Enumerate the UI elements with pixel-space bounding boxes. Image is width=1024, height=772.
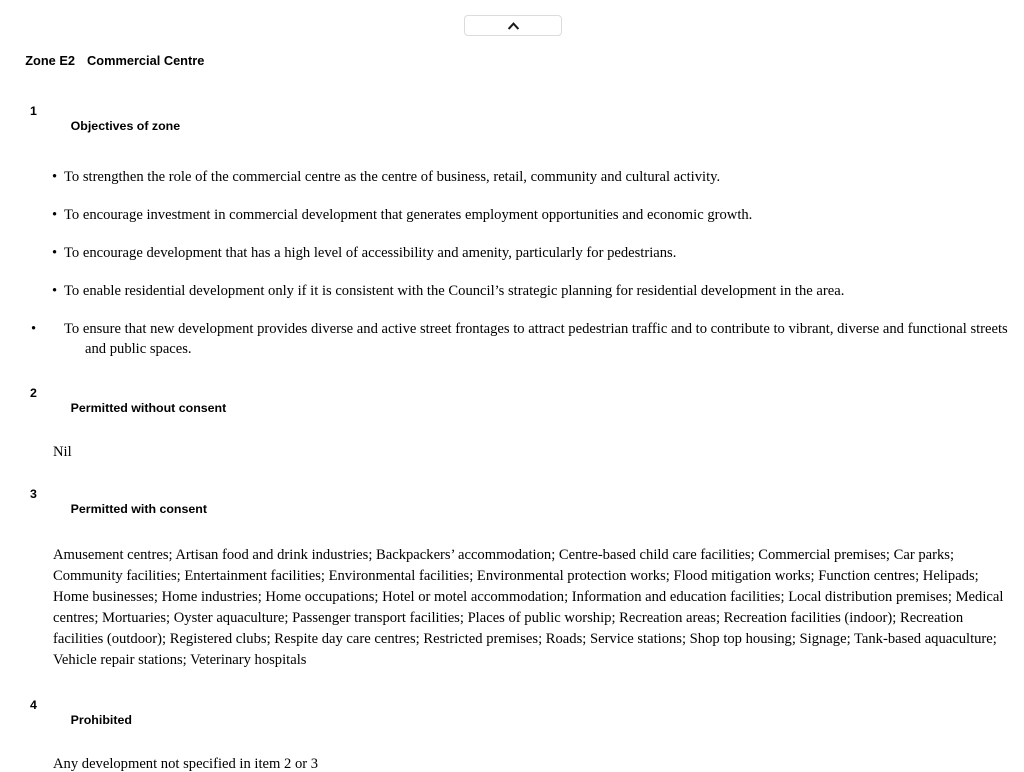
- objective-text: To encourage investment in commercial development that generates employment opportunities and economic growth.: [64, 206, 753, 223]
- list-item: [0, 281, 1024, 301]
- section-number: 3: [30, 486, 37, 501]
- section-label: Permitted without consent: [70, 401, 227, 416]
- chevron-up-icon: [507, 21, 520, 30]
- section-heading: [0, 104, 1024, 149]
- toolbar: [0, 0, 1024, 36]
- section-text: Amusement centres; Artisan food and drink industries; Backpackers’ accommodation; Centre-based child care facilities; Commercial premises; Car parks; Community facilities; Entertainment facilities; Environmental facilities; Environmental protection works; Flood mitigation works; Function centres; Helipads; Home businesses; Home industries; Home occupations; Hotel or motel accommodation; Information and education facilities; Local distribution premises; Medical centres; Mortuaries; Oyster aquaculture; Passenger transport facilities; Places of public worship; Recreation areas; Recreation facilities (indoor); Recreation facilities (outdoor); Registered clubs; Respite day care centres; Restricted premises; Roads; Service stations; Shop top housing; Signage; Tank-based aquaculture; Vehicle repair stations; Veterinary hospitals: [53, 547, 1004, 669]
- section-number: 1: [30, 104, 37, 119]
- section-permitted-without-consent: [0, 386, 1024, 459]
- zone-code: Zone E2: [25, 53, 76, 69]
- section-heading: [0, 487, 1024, 532]
- section-text: Any development not specified in item 2 or 3: [53, 755, 319, 772]
- section-number: 4: [30, 698, 37, 713]
- section-heading: [0, 698, 1024, 743]
- bullet-marker: •: [52, 244, 58, 261]
- list-item: [0, 167, 1024, 187]
- section-objectives: [0, 104, 1024, 359]
- collapse-panel-button[interactable]: [464, 15, 562, 36]
- document-body: [0, 36, 1024, 771]
- list-item: • To ensure that new development provides diverse and active street frontages to attract pedestrian traffic and to contribute to vibrant, diverse and functional streets and public spaces.: [31, 321, 1008, 358]
- bullet-marker: •: [52, 206, 58, 223]
- zone-name: Commercial Centre: [87, 53, 205, 69]
- section-heading: [0, 386, 1024, 431]
- objective-text: To enable residential development only if it is consistent with the Council’s strategic planning for residential development in the area.: [64, 283, 845, 300]
- section-label: Permitted with consent: [70, 501, 207, 516]
- section-label: Objectives of zone: [70, 118, 181, 133]
- bullet-marker: •: [52, 283, 58, 300]
- section-permitted-with-consent: [0, 487, 1024, 672]
- section-label: Prohibited: [70, 713, 132, 728]
- bullet-marker: •: [52, 168, 58, 185]
- objectives-list: [0, 167, 1024, 360]
- page-title: [11, 36, 1024, 84]
- objective-text: To strengthen the role of the commercial centre as the centre of business, retail, community and cultural activity.: [64, 168, 721, 185]
- objective-text: To encourage development that has a high level of accessibility and amenity, particularly for pedestrians.: [64, 244, 677, 261]
- section-prohibited: [0, 698, 1024, 771]
- list-item: [0, 205, 1024, 225]
- section-number: 2: [30, 386, 37, 401]
- list-item: [0, 243, 1024, 263]
- section-text: Nil: [53, 444, 72, 461]
- objective-text: To ensure that new development provides diverse and active street frontages to attract pedestrian traffic and to contribute to vibrant, diverse and functional streets and public spaces.: [64, 321, 1008, 358]
